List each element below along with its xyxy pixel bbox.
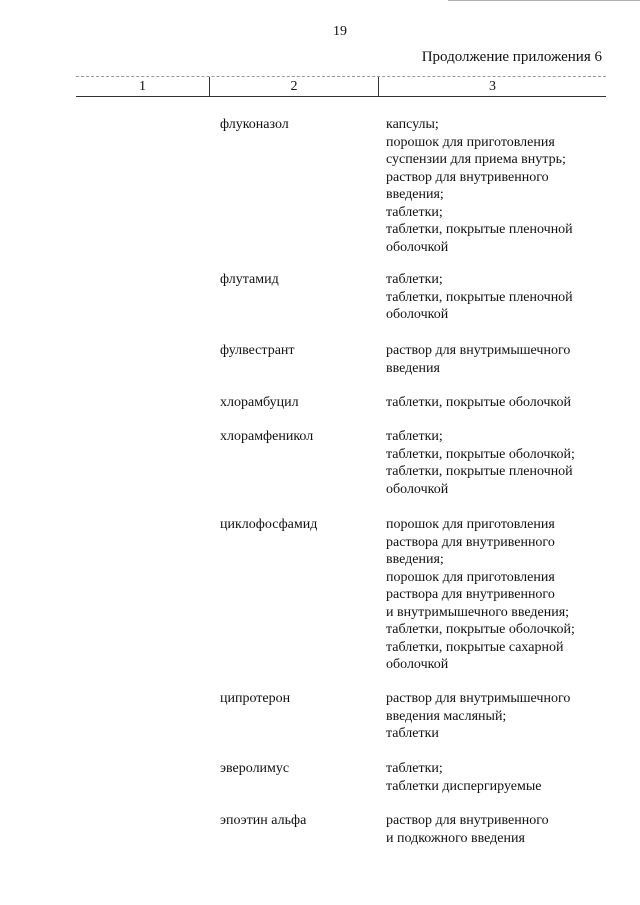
dosage-forms	[386, 812, 626, 847]
dosage-form-line: раствор для внутривенного	[386, 169, 549, 185]
dosage-form-line: таблетки, покрытые пленочной	[386, 222, 573, 237]
drug-name: хлорамбуцил	[220, 395, 299, 410]
drug-name: хлорамфеникол	[220, 429, 314, 444]
dosage-form-line: порошок для приготовления	[386, 517, 555, 532]
drug-name: эпоэтин альфа	[220, 813, 307, 828]
dosage-form-line: таблетки;	[386, 429, 443, 444]
top-edge-rule	[448, 0, 640, 1]
dosage-form-line: таблетки, покрытые оболочкой	[386, 395, 572, 410]
dosage-forms	[386, 394, 626, 412]
dosage-form-line: оболочкой	[386, 239, 449, 255]
dosage-form-line: и внутримышечного введения;	[386, 604, 570, 620]
dosage-form-line: раствора для внутривенного	[386, 534, 555, 550]
dosage-form-line: введения;	[386, 187, 444, 202]
continuation-label: Продолжение приложения 6	[421, 49, 602, 65]
dosage-form-line: таблетки	[386, 726, 439, 741]
drug-name: ципротерон	[220, 691, 291, 706]
drug-name: флуконазол	[220, 117, 289, 132]
dosage-form-line: таблетки, покрытые пленочной	[386, 289, 573, 305]
page-number: 19	[333, 24, 347, 39]
dosage-form-line: таблетки, покрытые пленочной	[386, 464, 573, 479]
dosage-form-line: введения	[386, 360, 440, 376]
dosage-form-line: и подкожного введения	[386, 830, 525, 846]
dosage-form-line: раствор для внутривенного	[386, 813, 549, 828]
dosage-form-line: введения;	[386, 552, 444, 567]
dosage-forms	[386, 760, 626, 795]
dosage-form-line: таблетки;	[386, 204, 443, 220]
drug-name: флутамид	[220, 272, 279, 287]
dosage-forms	[386, 116, 626, 256]
dosage-forms	[386, 516, 626, 674]
dosage-form-line: введения масляный;	[386, 708, 507, 724]
dosage-form-line: капсулы;	[386, 117, 439, 132]
drug-name: фулвестрант	[220, 343, 295, 358]
column-header-1: 1	[76, 77, 210, 96]
dosage-form-line: суспензии для приема внутрь;	[386, 152, 566, 167]
dosage-form-line: оболочкой	[386, 657, 449, 672]
dosage-forms	[386, 690, 626, 743]
dosage-form-line: таблетки;	[386, 272, 443, 287]
table-header-row	[76, 77, 606, 97]
column-header-3: 3	[489, 79, 496, 94]
dosage-form-line: таблетки, покрытые сахарной	[386, 639, 564, 655]
dosage-form-line: таблетки, покрытые оболочкой;	[386, 622, 575, 637]
dosage-forms	[386, 271, 626, 324]
column-header-2: 2	[210, 77, 379, 96]
dosage-form-line: оболочкой	[386, 481, 449, 497]
dosage-form-line: таблетки диспергируемые	[386, 778, 542, 794]
drug-name: эверолимус	[220, 761, 290, 776]
dosage-form-line: порошок для приготовления	[386, 569, 555, 585]
dosage-form-line: раствор для внутримышечного	[386, 691, 571, 706]
dosage-forms	[386, 428, 626, 498]
dosage-form-line: оболочкой	[386, 307, 449, 322]
dosage-forms	[386, 342, 626, 377]
dosage-form-line: раствор для внутримышечного	[386, 343, 571, 358]
dosage-form-line: таблетки;	[386, 761, 443, 776]
dosage-form-line: порошок для приготовления	[386, 134, 555, 150]
dosage-form-line: таблетки, покрытые оболочкой;	[386, 446, 575, 462]
dosage-form-line: раствора для внутривенного	[386, 587, 555, 602]
drug-name: циклофосфамид	[220, 517, 318, 532]
